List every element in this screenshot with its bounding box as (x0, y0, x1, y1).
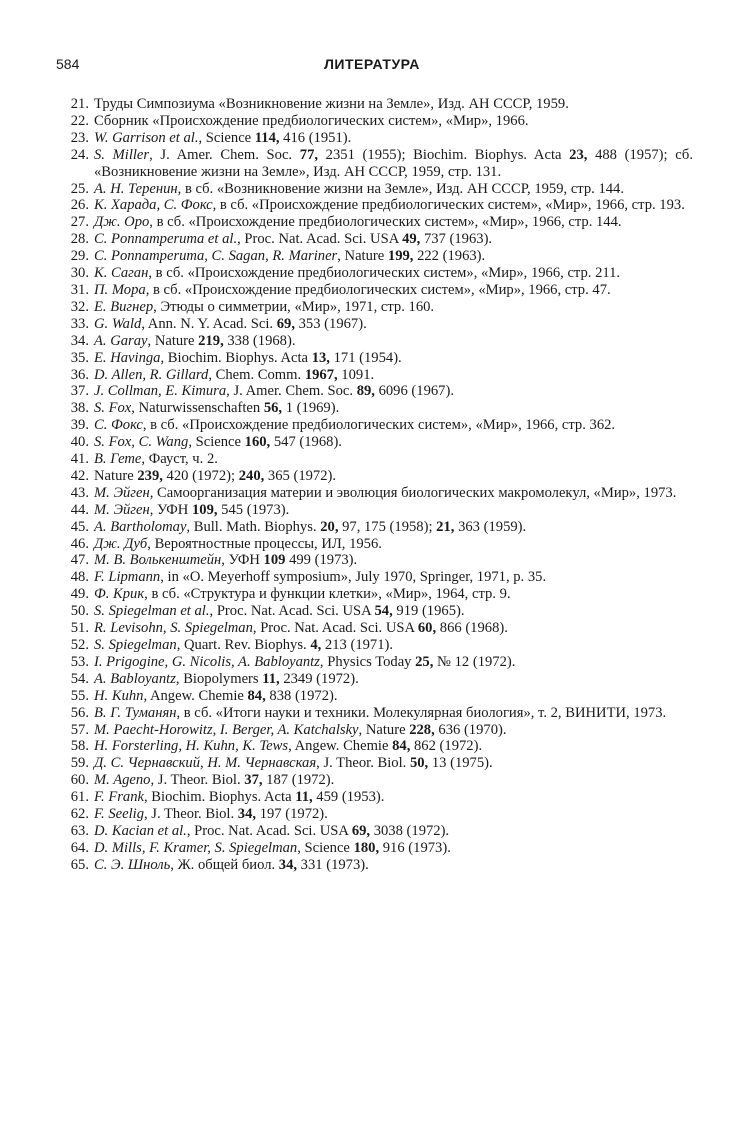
reference-text: , Этюды о симметрии, «Мир», 1971, стр. 160. (153, 298, 435, 315)
reference-item (62, 214, 693, 231)
reference-volume: 25, (415, 653, 434, 670)
reference-text: , Proc. Nat. Acad. Sci. USA (209, 603, 375, 620)
reference-volume: 4, (310, 637, 322, 653)
reference-volume: 109, (191, 501, 218, 518)
reference-item (62, 400, 693, 417)
reference-text: 1091. (337, 366, 375, 383)
reference-item (62, 840, 693, 857)
reference-number: 44. (70, 501, 89, 518)
reference-item (62, 113, 693, 130)
reference-text: 365 (1972). (264, 467, 337, 484)
reference-authors: J. Collman, E. Kimura (94, 383, 227, 400)
reference-number: 38. (70, 400, 89, 417)
reference-volume: 11, (295, 789, 313, 806)
reference-volume: 60, (417, 620, 437, 637)
reference-item (62, 552, 693, 569)
reference-text: , в сб. «Возникновение жизни на Земле», Изд. АН СССР, 1959, стр. 144. (177, 180, 624, 197)
reference-text: , Science (297, 839, 354, 856)
reference-text: 1 (1969). (282, 400, 340, 417)
reference-volume: 56, (263, 400, 283, 417)
reference-number: 59. (70, 755, 89, 772)
reference-text: 420 (1972); (162, 467, 239, 484)
reference-number: 53. (70, 653, 89, 670)
reference-number: 57. (70, 721, 89, 738)
reference-item (62, 367, 693, 384)
reference-number: 26. (70, 197, 89, 214)
reference-number: 36. (70, 366, 89, 383)
reference-text: 3038 (1972). (370, 822, 450, 839)
reference-volume: 199, (387, 248, 414, 265)
reference-authors: G. Wald (94, 315, 142, 332)
reference-authors: В. Г. Туманян (94, 704, 177, 721)
reference-text: , J. Theor. Biol. (150, 772, 245, 789)
reference-authors: H. Kuhn (94, 687, 144, 704)
reference-authors: E. Havinga (94, 349, 161, 366)
reference-text: 636 (1970). (434, 721, 507, 738)
reference-item (62, 705, 693, 722)
reference-volume: 109 (263, 552, 286, 569)
reference-number: 28. (70, 231, 89, 248)
reference-number: 31. (70, 281, 89, 298)
reference-authors: S. Fox (94, 400, 132, 417)
reference-item (62, 586, 693, 603)
reference-item (62, 333, 693, 350)
reference-text: , J. Theor. Biol. (144, 806, 238, 823)
reference-volume: 239, (137, 467, 163, 484)
reference-text: 353 (1967). (294, 315, 367, 332)
reference-text: 6096 (1967). (374, 383, 454, 400)
reference-item (62, 350, 693, 367)
reference-volume: 84, (247, 687, 266, 704)
reference-text: , в сб. «Происхождение предбиологических систем», «Мир», 1966, стр. 362. (142, 417, 616, 434)
reference-volume: 54, (374, 603, 393, 620)
reference-text: 13 (1975). (428, 755, 493, 772)
reference-item (62, 383, 693, 400)
reference-volume: 34, (278, 856, 298, 873)
reference-number: 39. (70, 417, 89, 434)
reference-text: 213 (1971). (321, 637, 394, 653)
reference-authors: F. Lipmann (94, 569, 161, 586)
reference-volume: 114, (254, 129, 280, 146)
reference-number: 58. (70, 738, 89, 755)
reference-authors: C. Ponnamperuma, C. Sagan, R. Mariner (94, 248, 338, 265)
reference-number: 42. (70, 467, 89, 484)
reference-text: Труды Симпозиума «Возникновение жизни на Земле», Изд. АН СССР, 1959. (94, 96, 569, 112)
reference-text: 2351 (1955); Biochim. Biophys. Acta (318, 146, 570, 163)
reference-text: , Самоорганизация материи и эволюция биологических макромолекул, «Мир», 1973. (149, 484, 677, 501)
reference-number: 61. (70, 789, 89, 806)
reference-text: , J. Amer. Chem. Soc. (149, 146, 300, 163)
reference-text: 737 (1963). (420, 231, 493, 248)
reference-number: 60. (70, 772, 89, 789)
reference-text: , Bull. Math. Biophys. (186, 518, 321, 535)
reference-item (62, 434, 693, 451)
reference-text: , Proc. Nat. Acad. Sci. USA (252, 620, 418, 637)
reference-text: 171 (1954). (329, 349, 402, 366)
reference-number: 35. (70, 349, 89, 366)
reference-volume: 37, (244, 772, 263, 789)
reference-text: № 12 (1972). (433, 653, 516, 670)
reference-text: , Вероятностные процессы, ИЛ, 1956. (147, 535, 382, 552)
reference-item (62, 502, 693, 519)
reference-text: , УФН (149, 501, 192, 518)
reference-item (62, 316, 693, 333)
reference-text: 197 (1972). (256, 806, 328, 823)
reference-authors: С. Э. Шноль (94, 856, 171, 873)
reference-item (62, 417, 693, 434)
reference-text: , Nature (147, 332, 199, 349)
reference-text: 499 (1973). (285, 552, 358, 569)
reference-authors: Д. С. Чернавский, Н. М. Чернавская (94, 755, 317, 772)
running-title: ЛИТЕРАТУРА (324, 56, 420, 72)
page-header (56, 56, 688, 76)
reference-authors: М. Эйген (94, 501, 150, 518)
reference-item (62, 637, 693, 654)
reference-authors: M. Paecht-Horowitz, I. Berger, A. Katchalsky (94, 721, 359, 738)
reference-authors: W. Garrison et al. (94, 129, 199, 146)
reference-authors: А. Н. Теренин (94, 180, 178, 197)
reference-text: 919 (1965). (392, 603, 465, 620)
reference-number: 29. (70, 248, 89, 265)
reference-item (62, 789, 693, 806)
reference-authors: H. Forsterling, H. Kuhn, K. Tews (94, 738, 289, 755)
reference-text: , Science (188, 434, 245, 451)
reference-volume: 50, (409, 755, 429, 772)
reference-number: 22. (70, 112, 89, 129)
reference-text: 545 (1973). (217, 501, 290, 518)
reference-number: 51. (70, 620, 89, 637)
reference-number: 40. (70, 434, 89, 451)
reference-text: Сборник «Происхождение предбиологических систем», «Мир», 1966. (94, 112, 529, 129)
reference-item (62, 265, 693, 282)
reference-item (62, 806, 693, 823)
reference-authors: A. Bartholomay (94, 518, 187, 535)
reference-number: 63. (70, 822, 89, 839)
reference-text: 187 (1972). (262, 772, 335, 789)
reference-item (62, 468, 693, 485)
reference-number: 27. (70, 214, 89, 231)
reference-authors: П. Мора (94, 281, 146, 298)
reference-volume: 69, (351, 822, 371, 839)
reference-authors: M. Ageno (94, 772, 151, 789)
reference-text: , Biochim. Biophys. Acta (144, 789, 296, 806)
reference-item (62, 620, 693, 637)
reference-item (62, 738, 693, 755)
reference-text: , Quart. Rev. Biophys. (176, 637, 311, 653)
reference-volume: 160, (244, 434, 271, 451)
reference-authors: D. Mills, F. Kramer, S. Spiegelman (94, 839, 298, 856)
page-number: 584 (56, 56, 80, 72)
reference-number: 24. (70, 146, 89, 163)
reference-text: 338 (1968). (223, 332, 296, 349)
reference-text: , Chem. Comm. (208, 366, 305, 383)
reference-number: 49. (70, 586, 89, 603)
reference-volume: 23, (569, 146, 588, 163)
reference-authors: М. Эйген (94, 484, 150, 501)
reference-volume: 240, (238, 467, 265, 484)
reference-text: , Proc. Nat. Acad. Sci. USA (186, 822, 352, 839)
reference-authors: В. Гете (94, 451, 142, 468)
reference-number: 43. (70, 484, 89, 501)
reference-number: 65. (70, 856, 89, 873)
reference-text: , в сб. «Происхождение предбиологических систем», «Мир», 1966, стр. 47. (145, 281, 611, 298)
reference-item (62, 536, 693, 553)
reference-text: , Nature (337, 248, 388, 265)
reference-authors: A. Garay (94, 332, 148, 349)
reference-authors: D. Allen, R. Gillard (94, 366, 209, 383)
reference-text: , в сб. «Происхождение предбиологических систем», «Мир», 1966, стр. 144. (149, 214, 622, 231)
reference-authors: Е. Вигнер (94, 298, 154, 315)
reference-volume: 20, (320, 518, 339, 535)
reference-authors: Дж. Дуб (94, 535, 148, 552)
reference-authors: М. В. Волькенштейн (94, 552, 222, 569)
reference-text: 547 (1968). (270, 434, 342, 451)
reference-volume: 49, (402, 231, 421, 248)
reference-number: 32. (70, 298, 89, 315)
reference-number: 25. (70, 180, 89, 197)
reference-text: , J. Theor. Biol. (316, 755, 410, 772)
reference-authors: К. Харада, С. Фокс (94, 197, 213, 214)
reference-number: 55. (70, 687, 89, 704)
reference-volume: 21, (436, 518, 455, 535)
reference-number: 41. (70, 451, 89, 468)
reference-item (62, 603, 693, 620)
reference-item (62, 485, 693, 502)
reference-text: , Ann. N. Y. Acad. Sci. (141, 315, 277, 332)
reference-text: , Science (198, 129, 255, 146)
reference-text: , в сб. «Структура и функции клетки», «Мир», 1964, стр. 9. (144, 586, 511, 603)
reference-authors: F. Frank (94, 789, 144, 806)
reference-list (62, 96, 693, 874)
reference-volume: 84, (392, 738, 411, 755)
reference-item (62, 519, 693, 536)
reference-text: 2349 (1972). (279, 670, 359, 687)
reference-number: 34. (70, 332, 89, 349)
reference-text: , Фауст, ч. 2. (141, 451, 218, 468)
reference-text: 222 (1963). (413, 248, 486, 265)
reference-number: 46. (70, 535, 89, 552)
reference-text: 459 (1953). (312, 789, 385, 806)
reference-text: , Biopolymers (175, 670, 263, 687)
reference-number: 30. (70, 265, 89, 282)
reference-authors: К. Саган (94, 265, 149, 282)
reference-volume: 180, (353, 839, 380, 856)
reference-volume: 89, (356, 383, 375, 400)
reference-item (62, 688, 693, 705)
reference-text: , Angew. Chemie (288, 738, 393, 755)
reference-number: 56. (70, 704, 89, 721)
reference-number: 52. (70, 637, 89, 653)
reference-item (62, 772, 693, 789)
reference-text: , Physics Today (319, 653, 416, 670)
reference-item (62, 569, 693, 586)
reference-text: , УФН (221, 552, 264, 569)
reference-authors: S. Spiegelman (94, 637, 177, 653)
reference-item (62, 722, 693, 739)
reference-text: 866 (1968). (436, 620, 508, 637)
reference-authors: A. Babloyantz (94, 670, 176, 687)
reference-number: 64. (70, 839, 89, 856)
reference-text: , Nature (358, 721, 410, 738)
reference-text: , in «O. Meyerhoff symposium», July 1970, Springer, 1971, p. 35. (160, 569, 547, 586)
reference-text: , Ж. общей биол. (170, 856, 279, 873)
reference-volume: 77, (299, 146, 319, 163)
reference-item (62, 857, 693, 874)
reference-authors: F. Seelig (94, 806, 144, 823)
reference-number: 33. (70, 315, 89, 332)
reference-volume: 11, (262, 670, 280, 687)
reference-authors: D. Kacian et al. (94, 822, 187, 839)
reference-volume: 1967, (304, 366, 338, 383)
reference-text: 838 (1972). (265, 687, 338, 704)
reference-item (62, 181, 693, 198)
reference-item (62, 671, 693, 688)
reference-number: 62. (70, 806, 89, 823)
reference-text: 916 (1973). (379, 839, 451, 856)
reference-authors: R. Levisohn, S. Spiegelman (94, 620, 253, 637)
reference-item (62, 197, 693, 214)
reference-text: , Biochim. Biophys. Acta (160, 349, 312, 366)
reference-item (62, 130, 693, 147)
reference-number: 47. (70, 552, 89, 569)
reference-item (62, 451, 693, 468)
reference-volume: 69, (276, 315, 295, 332)
reference-authors: S. Miller (94, 146, 150, 163)
reference-item (62, 823, 693, 840)
reference-text: 363 (1959). (454, 518, 527, 535)
reference-item (62, 231, 693, 248)
reference-text: 416 (1951). (279, 129, 352, 146)
reference-number: 50. (70, 603, 89, 620)
reference-number: 37. (70, 383, 89, 400)
reference-volume: 34, (237, 806, 257, 823)
reference-volume: 228, (409, 721, 435, 738)
reference-number: 54. (70, 670, 89, 687)
reference-text: , в сб. «Происхождение предбиологических систем», «Мир», 1966, стр. 211. (148, 265, 621, 282)
reference-text: , в сб. «Итоги науки и техники. Молекулярная биология», т. 2, ВИНИТИ, 1973. (176, 704, 667, 721)
reference-text: , Angew. Chemie (143, 687, 248, 704)
reference-item (62, 96, 693, 113)
reference-number: 23. (70, 129, 89, 146)
reference-text: 331 (1973). (297, 856, 369, 873)
reference-authors: Дж. Оро (94, 214, 150, 231)
reference-text: , J. Amer. Chem. Soc. (226, 383, 357, 400)
reference-item (62, 299, 693, 316)
reference-volume: 13, (311, 349, 330, 366)
reference-item (62, 282, 693, 299)
reference-text: , в сб. «Происхождение предбиологических систем», «Мир», 1966, стр. 193. (212, 197, 685, 214)
reference-item (62, 755, 693, 772)
reference-text: Nature (94, 467, 138, 484)
reference-number: 21. (70, 96, 89, 112)
reference-authors: C. Ponnamperuma et al. (94, 231, 238, 248)
reference-item (62, 654, 693, 671)
reference-item (62, 248, 693, 265)
reference-number: 48. (70, 569, 89, 586)
reference-item (62, 147, 693, 181)
reference-authors: S. Spiegelman et al. (94, 603, 210, 620)
reference-authors: С. Фокс (94, 417, 143, 434)
reference-text: 862 (1972). (410, 738, 483, 755)
reference-text: 488 (1957); сб. «Возникновение жизни на Земле», Изд. АН СССР, 1959, стр. 131. (94, 146, 694, 180)
reference-authors: S. Fox, C. Wang (94, 434, 189, 451)
reference-text: , Naturwissenschaften (131, 400, 264, 417)
reference-text: 97, 175 (1958); (338, 518, 437, 535)
reference-authors: I. Prigogine, G. Nicolis, A. Babloyantz (94, 653, 320, 670)
reference-number: 45. (70, 518, 89, 535)
reference-text: , Proc. Nat. Acad. Sci. USA (237, 231, 403, 248)
reference-volume: 219, (198, 332, 224, 349)
reference-authors: Ф. Крик (94, 586, 145, 603)
